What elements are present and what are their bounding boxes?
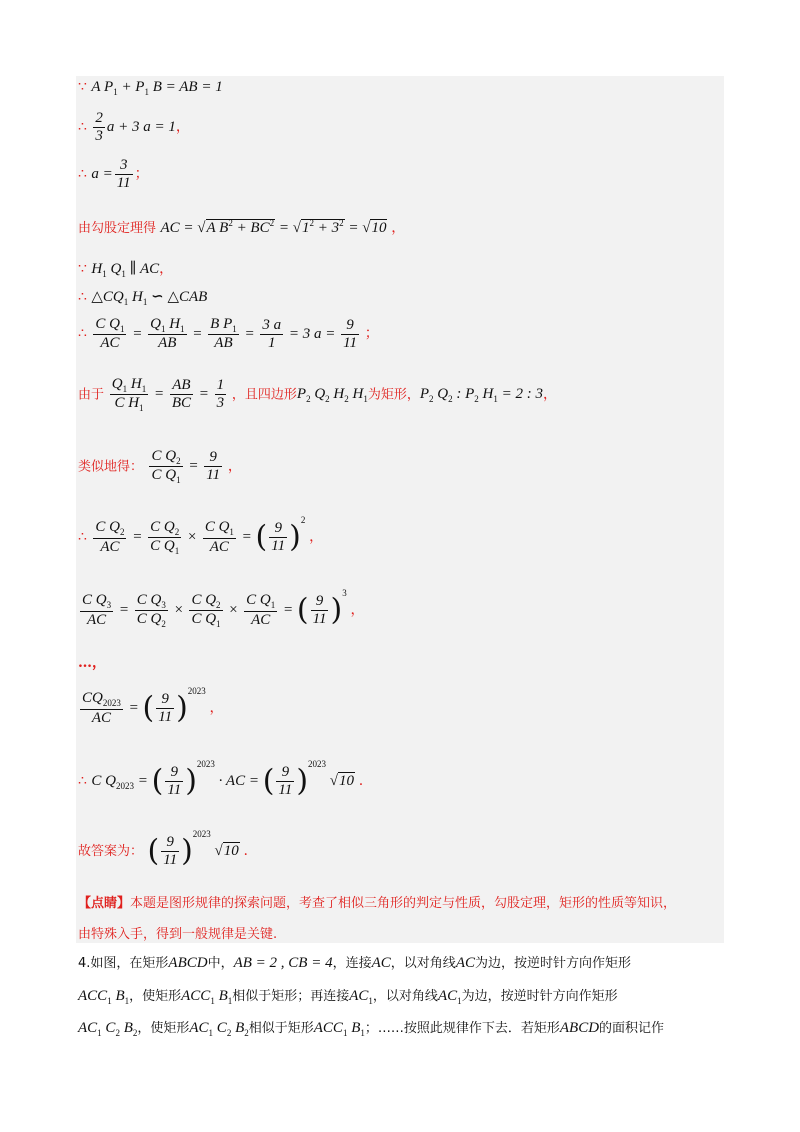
sol-line-15-answer: 故答案为： ( $\frac{9}{11}$ )$^{2023}$ √10 . bbox=[78, 829, 248, 869]
sol-line-12: …， bbox=[78, 655, 106, 671]
sol-line-3: ∴ a = $\frac{3}{11}$ ； bbox=[78, 157, 149, 192]
sol-line-9: 类似地得： $\frac{C Q_2}{C Q_1}$ = $\frac{9}{11}$ ， bbox=[78, 448, 242, 486]
sol-line-2: ∴ $\frac{2}{3}$ a + 3 a = 1， bbox=[78, 110, 190, 145]
sol-line-5: ∵ $H_1$ $Q_1$ ∥ AC， bbox=[78, 261, 174, 279]
problem-4-line-1: 4.如图，在矩形ABCD中，AB = 2 , CB = 4，连接AC，以对角线AC为边，按逆时针方向作矩形 bbox=[78, 955, 631, 971]
sol-line-1: ∵ A $P_1 + P_1$ B = AB = 1 bbox=[78, 79, 223, 97]
problem-4-line-3: $AC_1$ $C_2$ $B_2$，使矩形$AC_1$ $C_2$ $B_2$相似于矩形$ACC_1$ $B_1$；……按照此规律作下去．若矩形ABCD的面积记作 bbox=[78, 1020, 665, 1038]
sol-line-4: 由勾股定理得 AC = √A $B^2 + BC^2 = √1^2 + 3^2 = √10$ ， bbox=[78, 218, 406, 236]
note-line-1: 【点睛】本题是图形规律的探索问题，考查了相似三角形的判定与性质，勾股定理，矩形的性质等知识， bbox=[78, 896, 677, 911]
sol-line-6: ∴ $\triangle CQ_1$ $H_1$ ∽ △CAB bbox=[78, 289, 208, 307]
sol-line-7: ∴ $\frac{C Q_1}{AC}$ = $\frac{Q_1 H_1}{AB}$ = $\frac{B P_1}{AB}$ = $\frac{3 a}{1}$ = 3 a = $\frac{9}{11}$ ； bbox=[78, 316, 379, 352]
solution-panel bbox=[76, 76, 724, 943]
sol-line-13: $\frac{CQ_{2023}}{AC}$ = ( $\frac{9}{11}$ )$^{2023}$ ， bbox=[82, 686, 224, 726]
sol-line-10: ∴ $\frac{C Q_2}{AC}$ = $\frac{C Q_2}{C Q_1}$ × $\frac{C Q_1}{AC}$ = ( $\frac{9}{11}$ )$^2$ ， bbox=[78, 515, 324, 557]
sol-line-8: 由于 $\frac{Q_1 H_1}{C H_1}$ = $\frac{AB}{BC}$ = $\frac{1}{3}$ ，且四边形$P_2$ $Q_2$ $H_2$ $H_1$为矩形，$P_2$ $Q_2$ : $P_2$ $H_1 = 2$ : 3， bbox=[78, 376, 558, 414]
sol-line-11: $\frac{C Q_3}{AC}$ = $\frac{C Q_3}{C Q_2}$ × $\frac{C Q_2}{C Q_1}$ × $\frac{C Q_1}{AC}$ = ( $\frac{9}{11}$ )$^3$ ， bbox=[82, 588, 365, 630]
sol-line-14: ∴ C $Q_{2023}$ = ( $\frac{9}{11}$ )$^{2023}$ · AC = ( $\frac{9}{11}$ )$^{2023}$ √10 . bbox=[78, 759, 364, 799]
note-line-2: 由特殊入手，得到一般规律是关键. bbox=[78, 927, 278, 942]
problem-4-line-2: $ACC_1$ $B_1$，使矩形$ACC_1$ $B_1$相似于矩形；再连接$AC_1$，以对角线$AC_1$为边，按逆时针方向作矩形 bbox=[78, 988, 618, 1006]
